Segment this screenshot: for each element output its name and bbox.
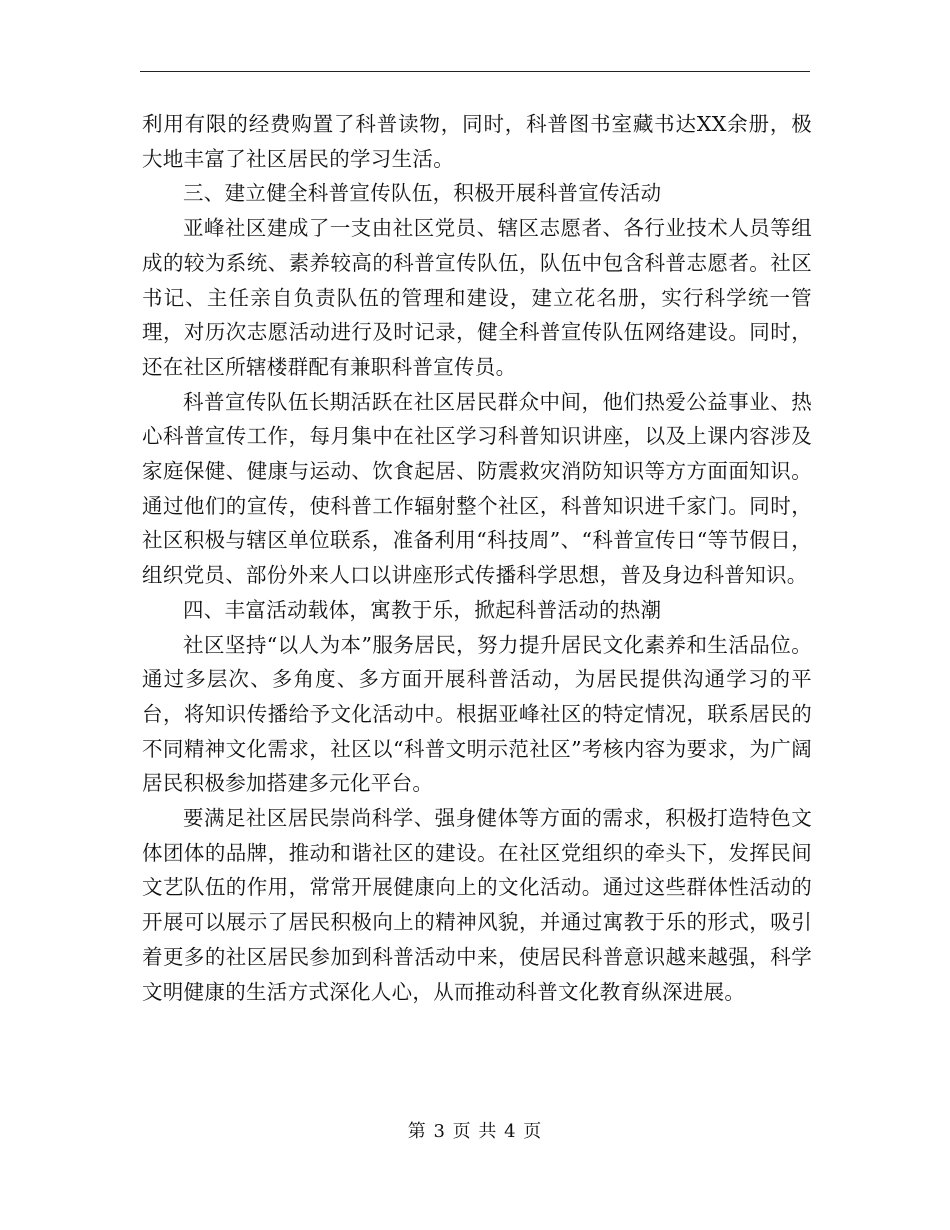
paragraph-body: 要满足社区居民崇尚科学、强身健体等方面的需求，积极打造特色文体团体的品牌，推动和谐社区的建设。在社区党组织的牵头下，发挥民间文艺队伍的作用，常常开展健康向上的文化活动。通过这些群体性活动的开展可以展示了居民积极向上的精神风貌，并通过寓教于乐的形式，吸引着更多的社区居民参加到科普活动中来，使居民科普意识越来越强，科学文明健康的生活方式深化人心，从而推动科普文化教育纵深进展。 <box>142 806 812 1004</box>
paragraph-body: 科普宣传队伍长期活跃在社区居民群众中间，他们热爱公益事业、热心科普宣传工作，每月集中在社区学习科普知识讲座，以及上课内容涉及家庭保健、健康与运动、饮食起居、防震救灾消防知识等方方面面知识。通过他们的宣传，使科普工作辐射整个社区，科普知识进千家门。同时，社区积极与辖区单位联系，准备利用“科技周”、“科普宣传日“等节假日，组织党员、部份外来人口以讲座形式传播科学思想，普及身边科普知识。 <box>142 389 812 588</box>
document-body <box>142 107 812 1009</box>
paragraph-body: 亚峰社区建成了一支由社区党员、辖区志愿者、各行业技术人员等组成的较为系统、素养较高的科普宣传队伍，队伍中包含科普志愿者。社区书记、主任亲自负责队伍的管理和建设，建立花名册，实行科学统一管理，对历次志愿活动进行及时记录，健全科普宣传队伍网络建设。同时，还在社区所辖楼群配有兼职科普宣传员。 <box>142 216 812 379</box>
paragraph-body: 社区坚持“以人为本”服务居民，努力提升居民文化素养和生活品位。通过多层次、多角度、多方面开展科普活动，为居民提供沟通学习的平台，将知识传播给予文化活动中。根据亚峰社区的特定情况，联系居民的不同精神文化需求，社区以“科普文明示范社区”考核内容为要求，为广阔居民积极参加搭建多元化平台。 <box>142 632 812 796</box>
section-heading-3: 三、建立健全科普宣传队伍，积极开展科普宣传活动 <box>183 181 662 206</box>
section-heading-4: 四、丰富活动载体，寓教于乐，掀起科普活动的热潮 <box>183 597 662 622</box>
paragraph-continuation: 利用有限的经费购置了科普读物，同时，科普图书室藏书达XX余册，极大地丰富了社区居民的学习生活。 <box>142 112 812 171</box>
page-number: 第 3 页 共 4 页 <box>407 1121 543 1142</box>
header-rule <box>140 71 810 72</box>
